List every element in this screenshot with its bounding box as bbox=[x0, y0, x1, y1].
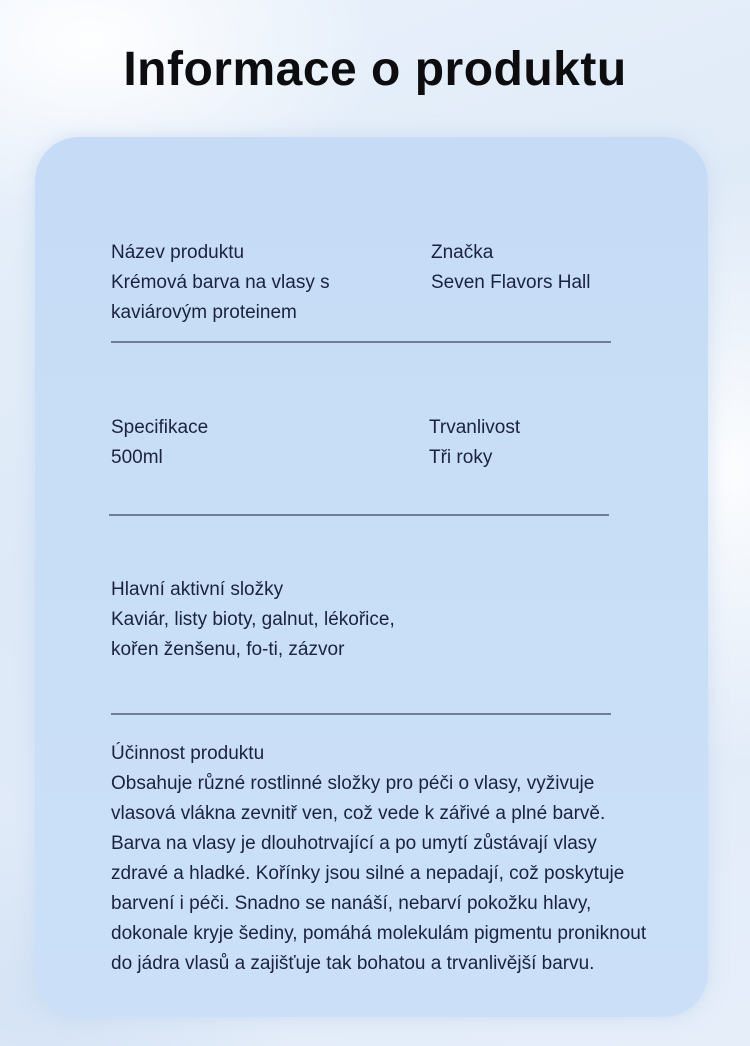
shelf-life-field bbox=[429, 413, 520, 473]
efficacy-line: barvení i péči. Snadno se nanáší, nebarví pokožku hlavy, bbox=[111, 893, 592, 914]
specification-value: 500ml bbox=[111, 447, 163, 468]
efficacy-label: Účinnost produktu bbox=[111, 743, 265, 764]
active-ingredients-field bbox=[111, 575, 395, 665]
product-name-value-line2: kaviárovým proteinem bbox=[111, 302, 297, 323]
page-title: Informace o produktu bbox=[123, 43, 627, 96]
shelf-life-label: Trvanlivost bbox=[429, 417, 521, 438]
brand-field bbox=[431, 238, 590, 298]
specification-label: Specifikace bbox=[111, 417, 209, 438]
active-ingredients-value-line2: kořen ženšenu, fo-ti, zázvor bbox=[111, 639, 345, 660]
divider-3 bbox=[111, 713, 611, 715]
divider-2 bbox=[109, 514, 609, 516]
divider-1 bbox=[111, 341, 611, 343]
product-name-label: Název produktu bbox=[111, 242, 245, 263]
efficacy-field bbox=[111, 739, 646, 979]
active-ingredients-value-line1: Kaviár, listy bioty, galnut, lékořice, bbox=[111, 609, 395, 630]
efficacy-line: do jádra vlasů a zajišťuje tak bohatou a trvanlivější barvu. bbox=[111, 953, 595, 974]
product-name-value-line1: Krémová barva na vlasy s bbox=[111, 272, 330, 293]
brand-value: Seven Flavors Hall bbox=[431, 272, 591, 293]
efficacy-line: zdravé a hladké. Kořínky jsou silné a nepadají, což poskytuje bbox=[111, 863, 625, 884]
efficacy-line: dokonale kryje šediny, pomáhá molekulám pigmentu proniknout bbox=[111, 923, 647, 944]
efficacy-line: Obsahuje různé rostlinné složky pro péči o vlasy, vyživuje bbox=[111, 773, 595, 794]
specification-field bbox=[111, 413, 208, 473]
brand-label: Značka bbox=[431, 242, 494, 263]
active-ingredients-label: Hlavní aktivní složky bbox=[111, 579, 284, 600]
shelf-life-value: Tři roky bbox=[429, 447, 493, 468]
efficacy-line: Barva na vlasy je dlouhotrvající a po umytí zůstávají vlasy bbox=[111, 833, 597, 854]
efficacy-line: vlasová vlákna zevnitř ven, což vede k zářivé a plné barvě. bbox=[111, 803, 606, 824]
product-name-field bbox=[111, 238, 330, 328]
